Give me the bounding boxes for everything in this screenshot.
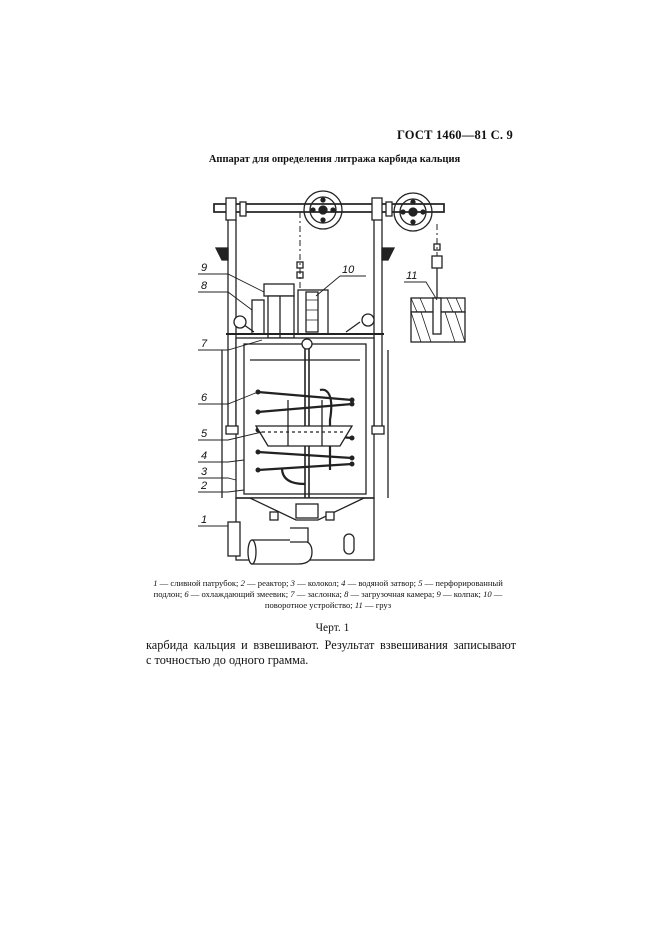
figure-title: Аппарат для определения литража карбида кальция	[208, 154, 461, 165]
caption-item-6: 6 — охлаждающий змеевик;	[184, 589, 289, 599]
drain-pipe	[228, 522, 312, 564]
part-number-10: 10	[342, 264, 355, 276]
part-number-2: 2	[201, 480, 208, 492]
caption-item-11: 11 — груз	[354, 600, 392, 610]
body-line-2: с точностью до одного грамма.	[146, 653, 309, 667]
caption-item-5: 5 — перфорированный подлон;	[153, 578, 503, 599]
weight-assembly	[411, 256, 465, 342]
part-number-7: 7	[201, 338, 208, 350]
caption-item-2: 2 — реактор;	[240, 578, 289, 588]
caption-item-8: 8 — загрузочная камера;	[344, 589, 435, 599]
part-number-5: 5	[201, 428, 208, 440]
caption-item-9: 9 — колпак;	[436, 589, 481, 599]
caption-item-1: 1 — сливной патрубок;	[153, 578, 239, 588]
part-number-3: 3	[201, 466, 208, 478]
pulley-left	[304, 191, 342, 229]
part-number-9: 9	[201, 262, 208, 274]
body-paragraph	[146, 638, 516, 668]
part-number-1: 1	[201, 514, 208, 526]
figure-caption	[142, 578, 514, 611]
pulley-right	[394, 193, 432, 231]
part-number-8: 8	[201, 280, 208, 292]
part-number-6: 6	[201, 392, 208, 404]
body-line-1: карбида кальция и взвешивают. Результат взвешивания записывают	[146, 638, 516, 652]
part-number-11: 11	[406, 270, 418, 282]
caption-item-7: 7 — заслонка;	[290, 589, 342, 599]
caption-item-4: 4 — водяной затвор;	[341, 578, 417, 588]
page-header: ГОСТ 1460—81 С. 9	[396, 128, 513, 142]
part-number-4: 4	[201, 450, 208, 462]
figure-label: Черт. 1	[315, 622, 350, 634]
caption-item-3: 3 — колокол;	[290, 578, 339, 588]
caption-item-10: 10 — поворотное устройство;	[264, 589, 503, 610]
